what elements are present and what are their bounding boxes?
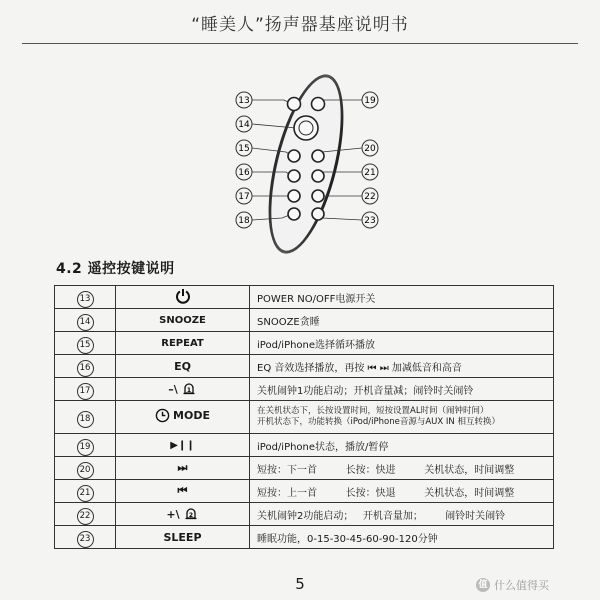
key-number: 15 xyxy=(77,337,94,354)
key-number: 14 xyxy=(77,314,94,331)
callout-label: 13 xyxy=(238,96,250,106)
key-description: 短按：上一首 长按：快退 关机状态，时间调整 xyxy=(250,480,554,503)
table-row xyxy=(55,332,554,355)
section-heading: 4.2 遥控按键说明 xyxy=(56,261,175,277)
remote-button-19 xyxy=(312,98,325,111)
key-description-line: 开机状态下，功能转换（iPod/iPhone音源与AUX IN 相互转换） xyxy=(257,417,500,427)
remote-button-20 xyxy=(312,150,324,162)
svg-text:1: 1 xyxy=(186,387,191,394)
key-number: 20 xyxy=(77,462,94,479)
table-row xyxy=(55,457,554,480)
table-row xyxy=(55,286,554,309)
callout-label: 22 xyxy=(364,192,376,202)
key-label: MODE xyxy=(173,409,210,422)
key-number: 13 xyxy=(77,291,94,308)
table-row xyxy=(55,480,554,503)
table-row xyxy=(55,309,554,332)
remote-key-table xyxy=(54,285,554,549)
callout-label: 20 xyxy=(364,144,376,154)
key-description: 关机闹钟2功能启动； 开机音量加； 闹铃时关闹铃 xyxy=(250,503,554,526)
key-description: iPod/iPhone选择循环播放 xyxy=(250,332,554,355)
key-label: SNOOZE xyxy=(116,309,250,332)
remote-button-14 xyxy=(294,116,318,140)
remote-button-13 xyxy=(288,98,301,111)
key-description: 短按：下一首 长按：快进 关机状态，时间调整 xyxy=(250,457,554,480)
key-description: 关机闹钟1功能启动；开机音量减；闹铃时关闹铃 xyxy=(250,378,554,401)
table-row xyxy=(55,526,554,549)
key-number: 19 xyxy=(77,439,94,456)
callout-label: 18 xyxy=(238,216,250,226)
remote-button-16 xyxy=(288,170,300,182)
alarm1-icon xyxy=(181,381,197,397)
key-number: 22 xyxy=(77,508,94,525)
remote-button-21 xyxy=(312,170,324,182)
callout-label: 19 xyxy=(364,96,376,106)
key-description: POWER NO/OFF电源开关 xyxy=(250,286,554,309)
key-number: 23 xyxy=(77,531,94,548)
watermark-text: 什么值得买 xyxy=(494,579,549,592)
prev-track-icon: ⏮ xyxy=(116,480,250,503)
key-description: iPod/iPhone状态，播放/暂停 xyxy=(250,434,554,457)
key-label: –\ xyxy=(168,382,178,396)
table-row xyxy=(55,434,554,457)
key-description-line: 在关机状态下，长按设置时间，短按设置AL时间（闹钟时间） xyxy=(257,406,489,416)
remote-button-18 xyxy=(288,208,300,220)
clock-icon xyxy=(155,408,170,423)
remote-button-17 xyxy=(288,190,300,202)
table-row xyxy=(55,378,554,401)
key-number: 17 xyxy=(77,383,94,400)
callout-label: 15 xyxy=(238,144,250,154)
table-row xyxy=(55,401,554,434)
watermark-logo-icon: 值 xyxy=(476,578,490,592)
callout-label: 14 xyxy=(238,120,250,130)
play-pause-icon: ▶❙❙ xyxy=(116,434,250,457)
callout-label: 16 xyxy=(238,168,250,178)
alarm2-icon xyxy=(183,506,199,522)
remote-button-15 xyxy=(288,150,300,162)
title-divider xyxy=(22,43,578,44)
next-track-icon: ⏭ xyxy=(116,457,250,480)
callout-label: 17 xyxy=(238,192,250,202)
key-description: SNOOZE贪睡 xyxy=(250,309,554,332)
key-description: EQ 音效选择播放，再按 ⏮ ⏭ 加减低音和高音 xyxy=(250,355,554,378)
table-row xyxy=(55,355,554,378)
remote-control-diagram xyxy=(226,68,386,258)
key-label: SLEEP xyxy=(116,526,250,549)
page-title: “睡美人”扬声器基座说明书 xyxy=(191,15,409,35)
key-label: +\ xyxy=(166,507,180,521)
callout-label: 21 xyxy=(364,168,376,178)
key-number: 21 xyxy=(77,485,94,502)
page-number: 5 xyxy=(295,575,305,593)
table-row xyxy=(55,503,554,526)
key-label: EQ xyxy=(116,355,250,378)
remote-button-23 xyxy=(312,208,324,220)
key-description: 睡眠功能，0-15-30-45-60-90-120分钟 xyxy=(250,526,554,549)
power-icon xyxy=(175,288,191,304)
watermark xyxy=(476,577,549,593)
svg-text:2: 2 xyxy=(188,512,193,519)
key-number: 18 xyxy=(77,411,94,428)
callout-label: 23 xyxy=(364,216,376,226)
key-number: 16 xyxy=(77,360,94,377)
remote-button-22 xyxy=(312,190,324,202)
key-label: REPEAT xyxy=(116,332,250,355)
